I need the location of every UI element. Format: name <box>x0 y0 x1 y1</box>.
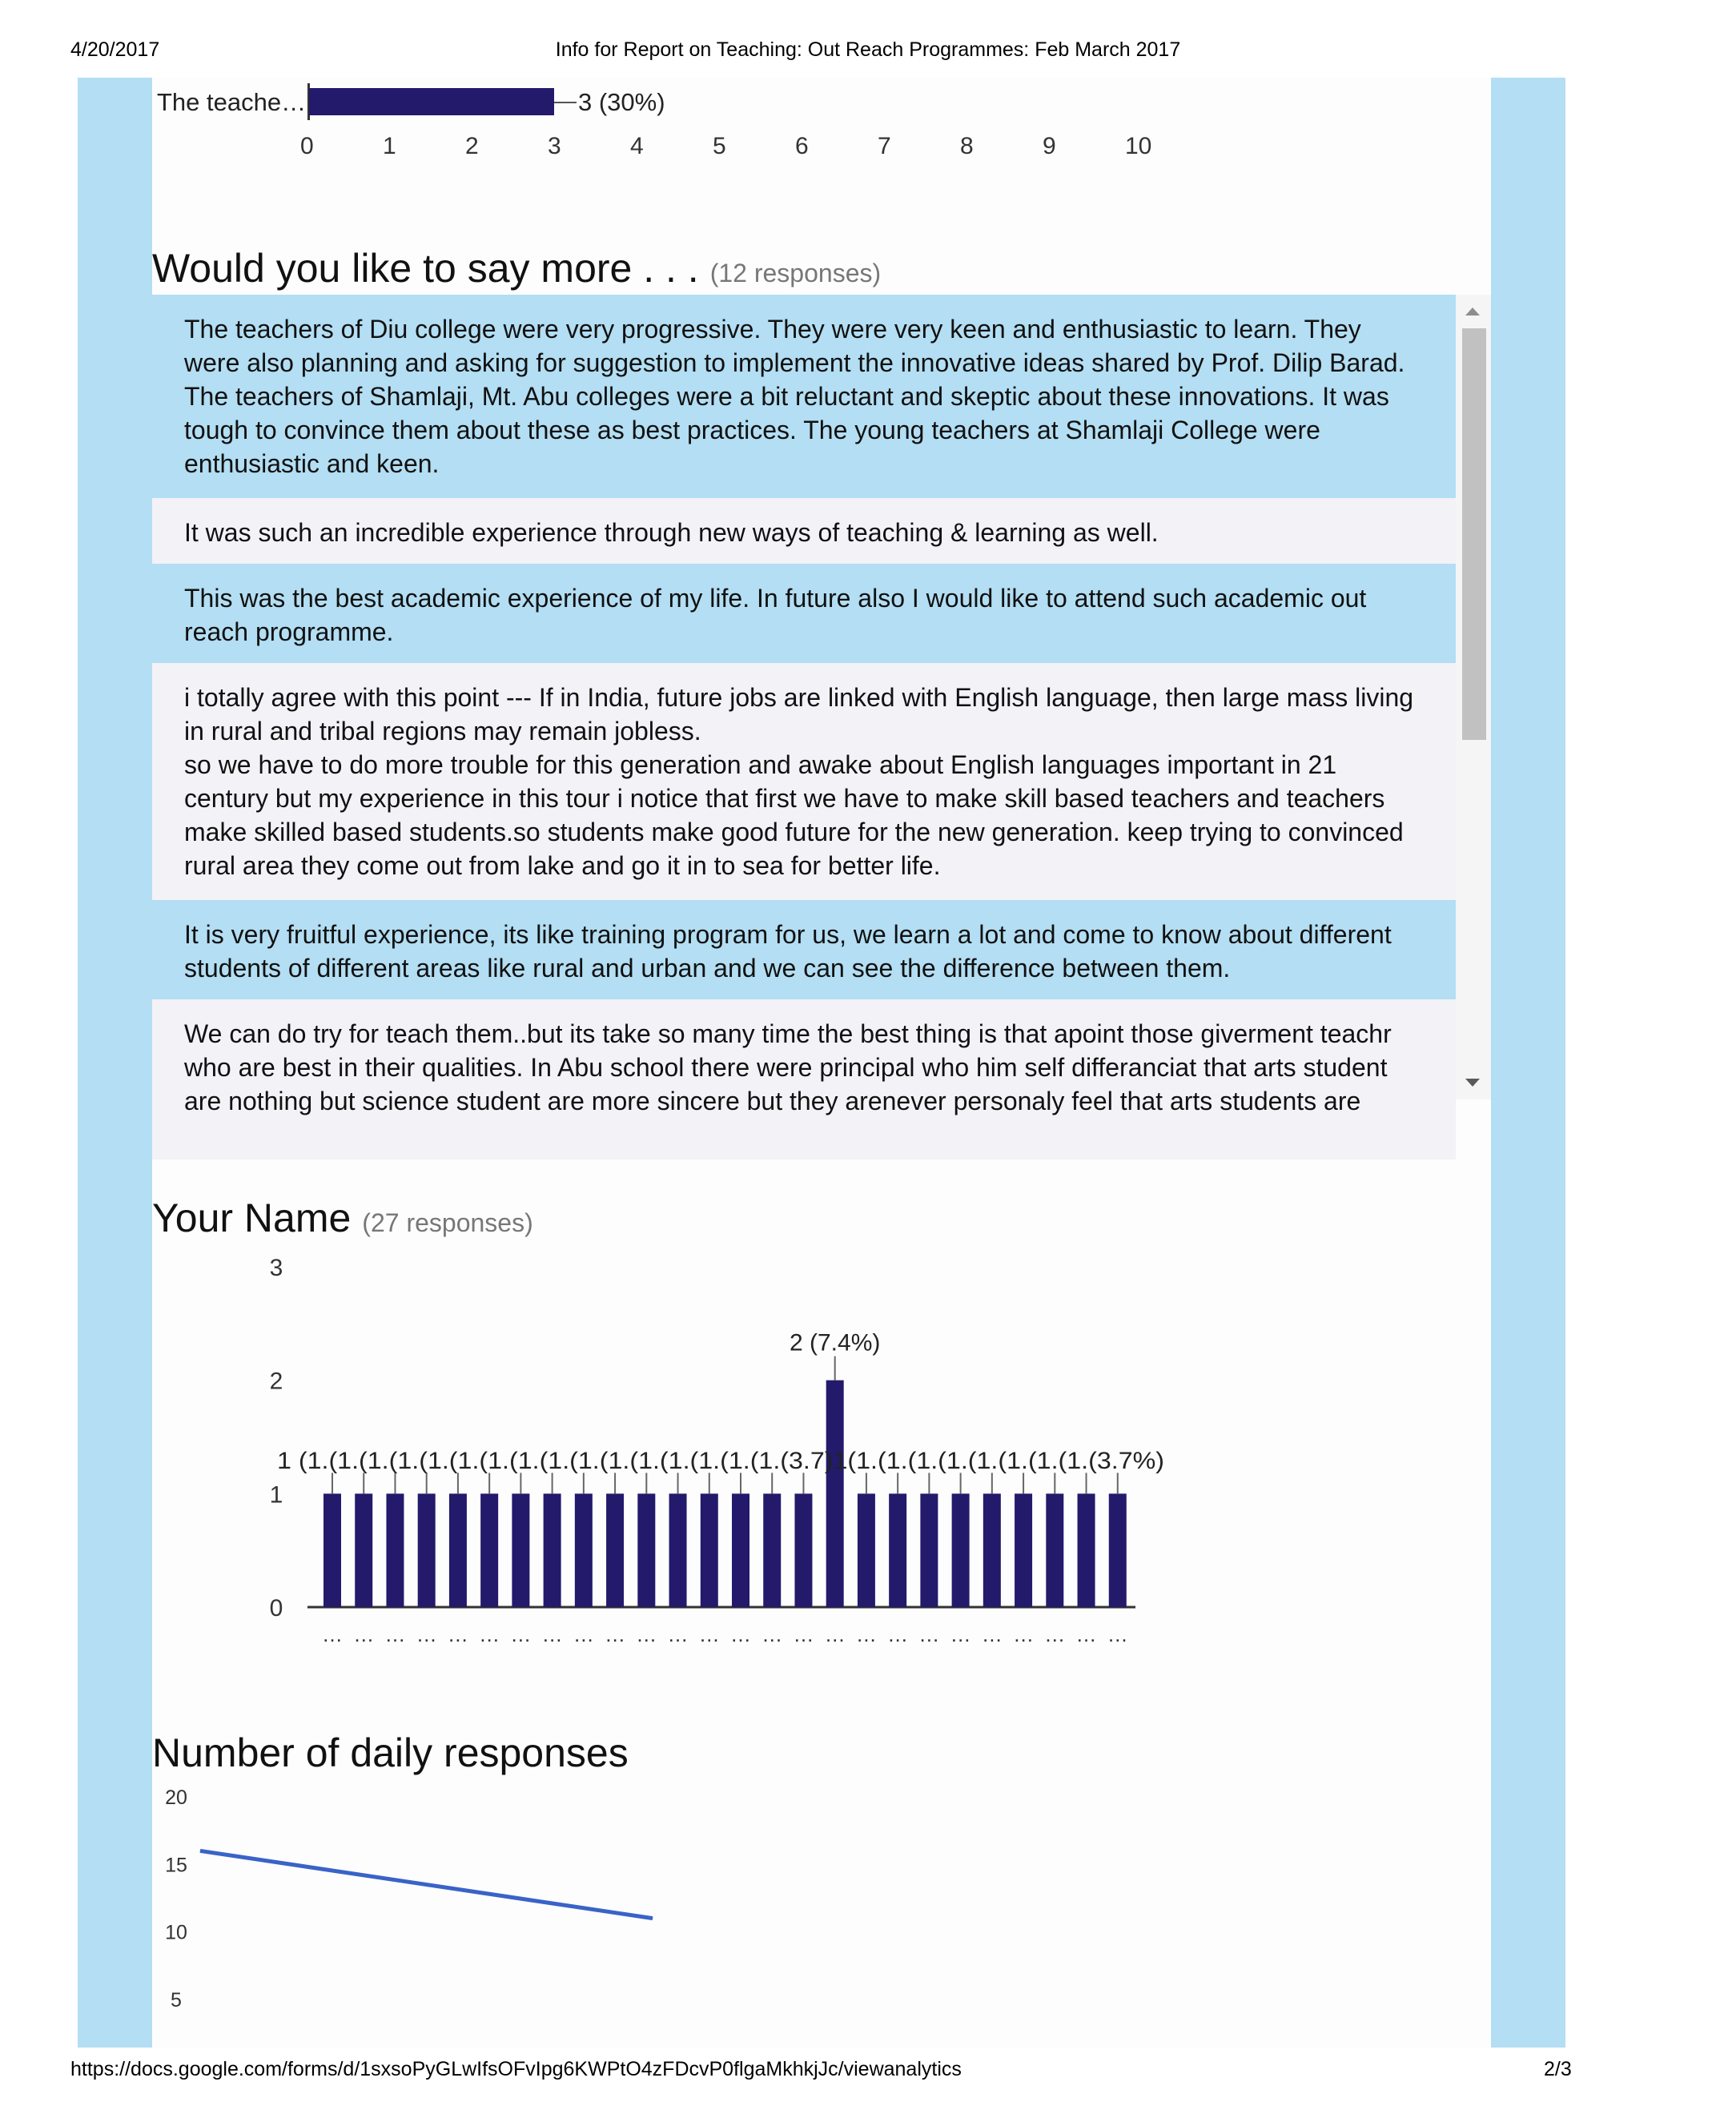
x-tick-label: … <box>416 1622 437 1646</box>
x-tick-label: 3 <box>548 133 561 159</box>
x-tick-label: … <box>793 1622 814 1646</box>
x-tick-label: 10 <box>1125 133 1152 159</box>
x-tick-label: 5 <box>713 133 726 159</box>
x-tick-label: … <box>824 1622 846 1646</box>
x-tick-label: … <box>541 1622 563 1646</box>
y-tick-label: 1 <box>269 1481 283 1509</box>
x-tick-label: … <box>887 1622 909 1646</box>
y-tick-label: 15 <box>165 1854 187 1877</box>
x-tick-label: … <box>322 1622 343 1646</box>
bar-data-label: 3 (30%) <box>578 88 665 116</box>
bar-category-label: The teache… <box>157 88 307 116</box>
overlapping-data-labels: 1 (1.(1.(1.(1.(1.(1.(1.(1.(1.(1.(1.(1.(1.(1.(1.(1.(3.7)1(1.(1.(1.(1.(1.(1.(1.(1.(3.7%) <box>277 1448 1164 1474</box>
x-tick-label: … <box>1075 1622 1097 1646</box>
response-count: (12 responses) <box>709 259 882 287</box>
response-text: This was the best academic experience of my life. In future also I would like to attend such academic out reach programme. <box>184 584 1367 646</box>
x-tick-label: … <box>981 1622 1003 1646</box>
x-tick-label: 4 <box>630 133 644 159</box>
x-tick-label: 2 <box>465 133 479 159</box>
x-tick-label: 1 <box>383 133 396 159</box>
response-text: It was such an incredible experience through new ways of teaching & learning as well. <box>184 518 1159 547</box>
x-tick-label: 7 <box>878 133 891 159</box>
print-date: 4/20/2017 <box>70 38 160 61</box>
response-text: We can do try for teach them..but its take so many time the best thing is that apoint those giverment teachr who are best in their qualities. In Abu school there were principal who him self differanciat that arts student are nothing but science student are more sincere but they arenever personaly feel that arts students are <box>184 1019 1392 1115</box>
x-tick-label: 0 <box>300 133 314 159</box>
response-count: (27 responses) <box>362 1208 533 1237</box>
response-text: so we have to do more trouble for this generation and awake about English languages important in 21 century but my experience in this tour i notice that first we have to make skill based teachers and teachers make skilled based students.so students make good future for the new generation. keep trying to convinced rural area they come out from lake and go it in to sea for better life. <box>184 750 1404 880</box>
bar-data-label: 2 (7.4%) <box>789 1329 881 1356</box>
x-tick-label: 9 <box>1043 133 1056 159</box>
x-tick-label: … <box>698 1622 720 1646</box>
x-tick-label: … <box>447 1622 468 1646</box>
x-tick-label: … <box>918 1622 940 1646</box>
x-tick-label: … <box>384 1622 406 1646</box>
chart-title: Number of daily responses <box>152 1730 629 1775</box>
x-tick-label: … <box>479 1622 500 1646</box>
y-tick-label: 2 <box>269 1368 283 1395</box>
y-tick-label: 3 <box>269 1255 283 1281</box>
x-tick-label: … <box>1044 1622 1066 1646</box>
print-url: https://docs.google.com/forms/d/1sxsoPyGLwIfsOFvIpg6KWPtO4zFDcvP0flgaMkhkjJc/viewanalytics <box>70 2058 962 2080</box>
y-tick-label: 5 <box>171 1988 182 2011</box>
x-tick-label: … <box>605 1622 626 1646</box>
print-title: Info for Report on Teaching: Out Reach Programmes: Feb March 2017 <box>555 38 1181 61</box>
response-text: i totally agree with this point --- If in India, future jobs are linked with English language, then large mass living in rural and tribal regions may remain jobless. <box>184 683 1414 746</box>
page-number: 2/3 <box>1544 2058 1572 2080</box>
x-tick-label: … <box>762 1622 783 1646</box>
x-tick-label: 6 <box>795 133 809 159</box>
x-tick-label: … <box>353 1622 375 1646</box>
y-tick-label: 0 <box>269 1595 283 1622</box>
x-tick-label: … <box>667 1622 689 1646</box>
response-text: The teachers of Diu college were very progressive. They were very keen and enthusiastic to learn. They were also planning and asking for suggestion to implement the innovative ideas shared by Prof. Dilip Barad. The teachers of Shamlaji, Mt. Abu colleges were a bit reluctant and skeptic about these innovations. It was tough to convince them about these as best practices. The young teachers at Shamlaji College were enthusiastic and keen. <box>184 315 1405 478</box>
series-line <box>200 1851 653 1918</box>
x-tick-label: … <box>636 1622 657 1646</box>
x-tick-label: … <box>1013 1622 1035 1646</box>
x-tick-label: … <box>510 1622 532 1646</box>
x-tick-label: 8 <box>960 133 974 159</box>
question-title: Your Name <box>152 1196 352 1240</box>
response-text: It is very fruitful experience, its like training program for us, we learn a lot and come to know about different students of different areas like rural and urban and we can see the difference between them. <box>184 920 1392 983</box>
x-tick-label: … <box>950 1622 971 1646</box>
x-tick-label: … <box>1107 1622 1128 1646</box>
y-tick-label: 20 <box>165 1786 187 1809</box>
x-tick-label: … <box>730 1622 751 1646</box>
x-tick-label: … <box>855 1622 877 1646</box>
x-tick-label: … <box>573 1622 594 1646</box>
question-title: Would you like to say more . . . <box>152 246 699 291</box>
y-tick-label: 10 <box>165 1921 187 1944</box>
